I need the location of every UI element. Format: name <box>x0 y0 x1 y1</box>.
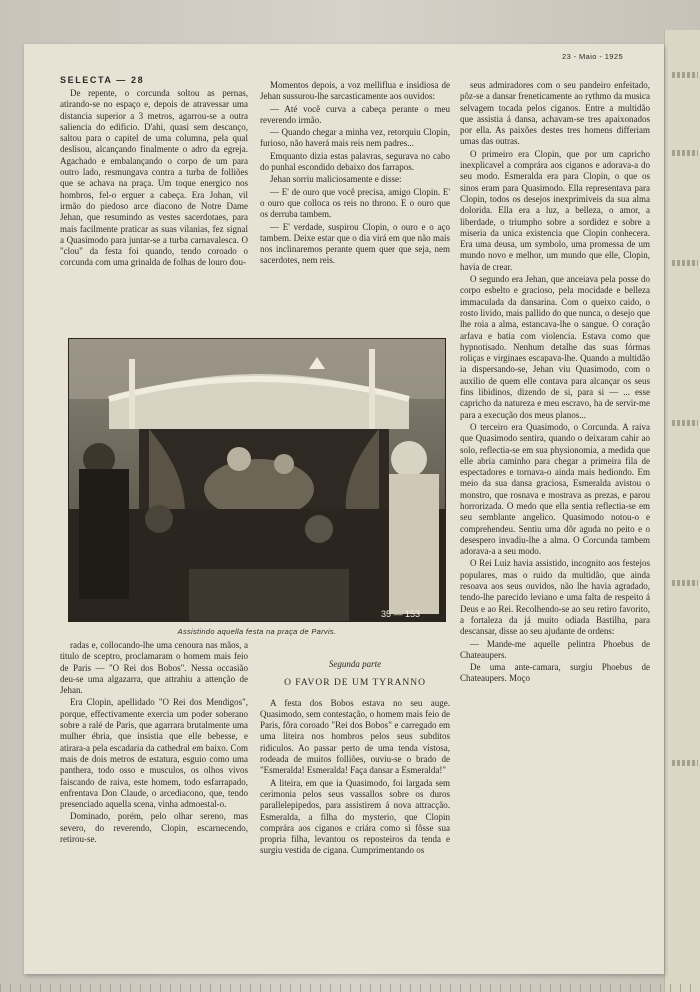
paragraph: — E' verdade, suspirou Clopin, o ouro e o aço tambem. Deixe estar que o dia virá em que não mais nos inclinaremos perante quem quer que seja, nem sacerdotes, nem reis. <box>260 221 450 266</box>
section-subtitle: Segunda parte <box>328 659 382 669</box>
next-page-edge <box>664 30 700 992</box>
paragraph: O segundo era Jehan, que anceiava pela posse do corpo esbelto e gracioso, pela mocidade e belleza immaculada da dansarina. Com o queixo caido, o rosto livido, mais pallido do que nunca, o desejo que lhe roia a alma, estancava-lhe o sangue. O coração arfava e batia com violencia. Estava como que hypnotisado. Nenhum detalhe das suas fórmas roliças e virginaes escapava-lhe. Quando a multidão ia dispersando-se, Jehan viu Quasimodo, com o auxilio de quem elle contava para alcançar os seus fins libidinos, dizendo de si, para si — ... esse capricho da natureza e meu escravo, ha de servir-me para a execução dos meus planos... <box>460 274 650 420</box>
paragraph: O terceiro era Quasimodo, o Corcunda. A raiva que Quasimodo sentira, quando o deixaram cahir ao solo, reflectia-se em sua physionomia, a medida que elle abria caminho para chegar a primeira fila de espectadores e tornava-o ainda mais hediondo. Em meio da sua dansa graciosa, Esmeralda avistou o monstro, que rosnava e mostrava as prezas, e parou horrorizada. O medo que ella sentia reflectia-se em seu semblante angelico. Quasimodo notou-o e comprehendeu. Sentiu uma dôr aguda no peito e o desespero invadiu-lhe a alma. O Corcunda tambem adorava-a a seu modo. <box>460 421 650 557</box>
paragraph: — Quando chegar a minha vez, retorquiu Clopin, furioso, não haverá mais reis nem padres... <box>260 127 450 149</box>
paragraph: Dominado, porém, pelo olhar sereno, mas severo, do reverendo, Clopin, escarnecendo, retirou-se. <box>60 811 248 845</box>
photo-code: 35 — 153 <box>381 609 421 619</box>
paragraph: A liteira, em que ia Quasimodo, foi largada sem cerimonia pelos seus vassallos sobre os duros parallelepipedos, para assistirem á nova attracção. Esmeralda, a filha do mysterio, que Clopin comprára aos ciganos e criára como si fôsse sua propria filha, levantou os reposteiros da tenda e surgiu vestida de cigana. Cumprimentando os <box>260 777 450 856</box>
page-header-left: SELECTA — 28 <box>60 75 145 85</box>
next-page-text-fragment <box>672 72 698 78</box>
text-column-4 <box>60 640 248 980</box>
next-page-text-fragment <box>672 760 698 766</box>
next-page-text-fragment <box>672 580 698 586</box>
paragraph: — Até você curva a cabeça perante o meu reverendo irmão. <box>260 103 450 125</box>
paragraph: Jehan sorriu maliciosamente e disse: <box>270 174 402 185</box>
paragraph: Emquanto dizia estas palavras, segurava no cabo do punhal escondido debaixo dos farrapos. <box>260 150 450 173</box>
paragraph: Era Clopin, apellidado "O Rei dos Mendigos", porque, effectivamente exercia um poder soberano sobre a ralé de Paris, que agarrara brutalmente uma mulher ébria, que insistia que elle bebesse, e atirara-a pela escadaria da cathedral em baixo. Com mais de dois metros de estatura, esguio como uma panthera, todo osso e musculos, os olhos vivos faiscando de raiva, este homem, todo esfarrapado, enfrentava Don Claude, o arcediacono, que, tendo presenciado aquella scena, vinha admoestal-o. <box>60 697 248 810</box>
text-column-5 <box>260 655 450 985</box>
film-still-illustration <box>69 339 446 622</box>
next-page-text-fragment <box>672 150 698 156</box>
text-column-2 <box>260 80 450 340</box>
next-page-text-fragment <box>672 260 698 266</box>
next-page-text-fragment <box>672 420 698 426</box>
film-still-photo <box>68 338 446 622</box>
section-title: O FAVOR DE UM TYRANNO <box>284 678 426 689</box>
paragraph: De uma ante-camara, surgiu Phoebus de Chateaupers. Moço <box>460 662 650 684</box>
measuring-ruler <box>0 984 700 992</box>
paragraph: — E' de ouro que você precisa, amigo Clopin. E' o ouro que colloca os reis no throno. E o ouro que os derruba tambem. <box>260 186 450 220</box>
text-column-1 <box>60 88 248 338</box>
paragraph: Momentos depois, a voz melliflua e insidiosa de Jehan sussurou-lhe sarcasticamente aos ouvidos: <box>260 80 450 102</box>
paragraph: O primeiro era Clopin, que por um capricho inexplicavel a comprára aos ciganos e adorava-a do seu modo. Esmeralda era para Clopin, o que os sinos eram para Quasimodo. Ella representava para Clopin, todos os desejos inexprimiveis da sua alma dolorida. Ella era a luz, a belleza, o amor, a liberdade, o triumpho sobre a sordidez e sobre a miseria da unica existencia que Clopin conhecera. Era uma deusa, um symbolo, uma promessa de um mundo novo e melhor, um mundo que elle, Clopin, havia de crear. <box>460 148 650 272</box>
page-header-date: 23 - Maio - 1925 <box>562 52 624 61</box>
paragraph: — Mande-me aquelle pelintra Phoebus de Chateaupers. <box>460 638 650 660</box>
paragraph: A festa dos Bobos estava no seu auge. Quasimodo, sem contestação, o homem mais feio de Paris, fôra coroado "Rei dos Bobos" e carregado em uma liteira nos hombros pelos seus subditos ridiculos. Ao passar perto de uma tenda vistosa, rodeada de muitos folliões, ouviu-se o brado de "Esmeralda! Esmeralda! Faça dansar a Esmeralda!" <box>260 697 450 776</box>
paragraph: radas e, collocando-lhe uma cenoura nas mãos, a titulo de sceptro, proclamaram o homem mais feio de Paris — "O Rei dos Bobos". Nessa occasião deu-se uma algazarra, que attrahiu a attenção de Jehan. <box>60 640 248 696</box>
paragraph: seus admiradores com o seu pandeiro enfeitado, pôz-se a dansar freneticamente ao rythmo da musica selvagem tocada pelos ciganos. Entre a multidão que assistia á dansa, achavam-se tres apaixonados por ella. As paixões destes tres homens differiam umas das outras. <box>460 80 650 147</box>
paragraph: O Rei Luiz havia assistido, incognito aos festejos populares, mas o ruido da multidão, que ainda resoava aos seus ouvidos, não lhe havia agradado, tendo-lhe parecido leviano e uma falta de respeito á Deus e ao Rei. Recolhendo-se ao seu retiro favorito, a fortaleza da já muito odiada Bastilha, para descansar, disse ao seu ajudante de ordens: <box>460 558 650 637</box>
photo-caption: Assistindo aquella festa na praça de Parvis. <box>177 627 337 636</box>
text-column-3 <box>460 80 650 985</box>
paragraph: De repente, o corcunda soltou as pernas, atirando-se no espaço e, depois de atravessar uma distancia superior a 3 metros, agarrou-se a outra saliencia do edificio. D'ahi, quasi sem descanço, saltou para o capitel de uma columna, pela qual deslisou, alcançando finalmente o adro da egreja. Agachado e embalançando o corpo de um para outro lado, resmungava contra a turba de folliões que se achava na praça. Um toque energico nos hombros, fel-o erguer a cabeça. Era Johan, vil irmão do piedoso arce diacono de Notre Dame Jehan, que resumindo as vestes sacerdotaes, para mais facilmente praticar as suas vilanias, fez signal a Quasimodo para juntar-se a turba carnavalesca. O "clou" da festa foi quando, tendo coroado o corcunda com uma grinalda de folhas de louro dou- <box>60 88 248 268</box>
